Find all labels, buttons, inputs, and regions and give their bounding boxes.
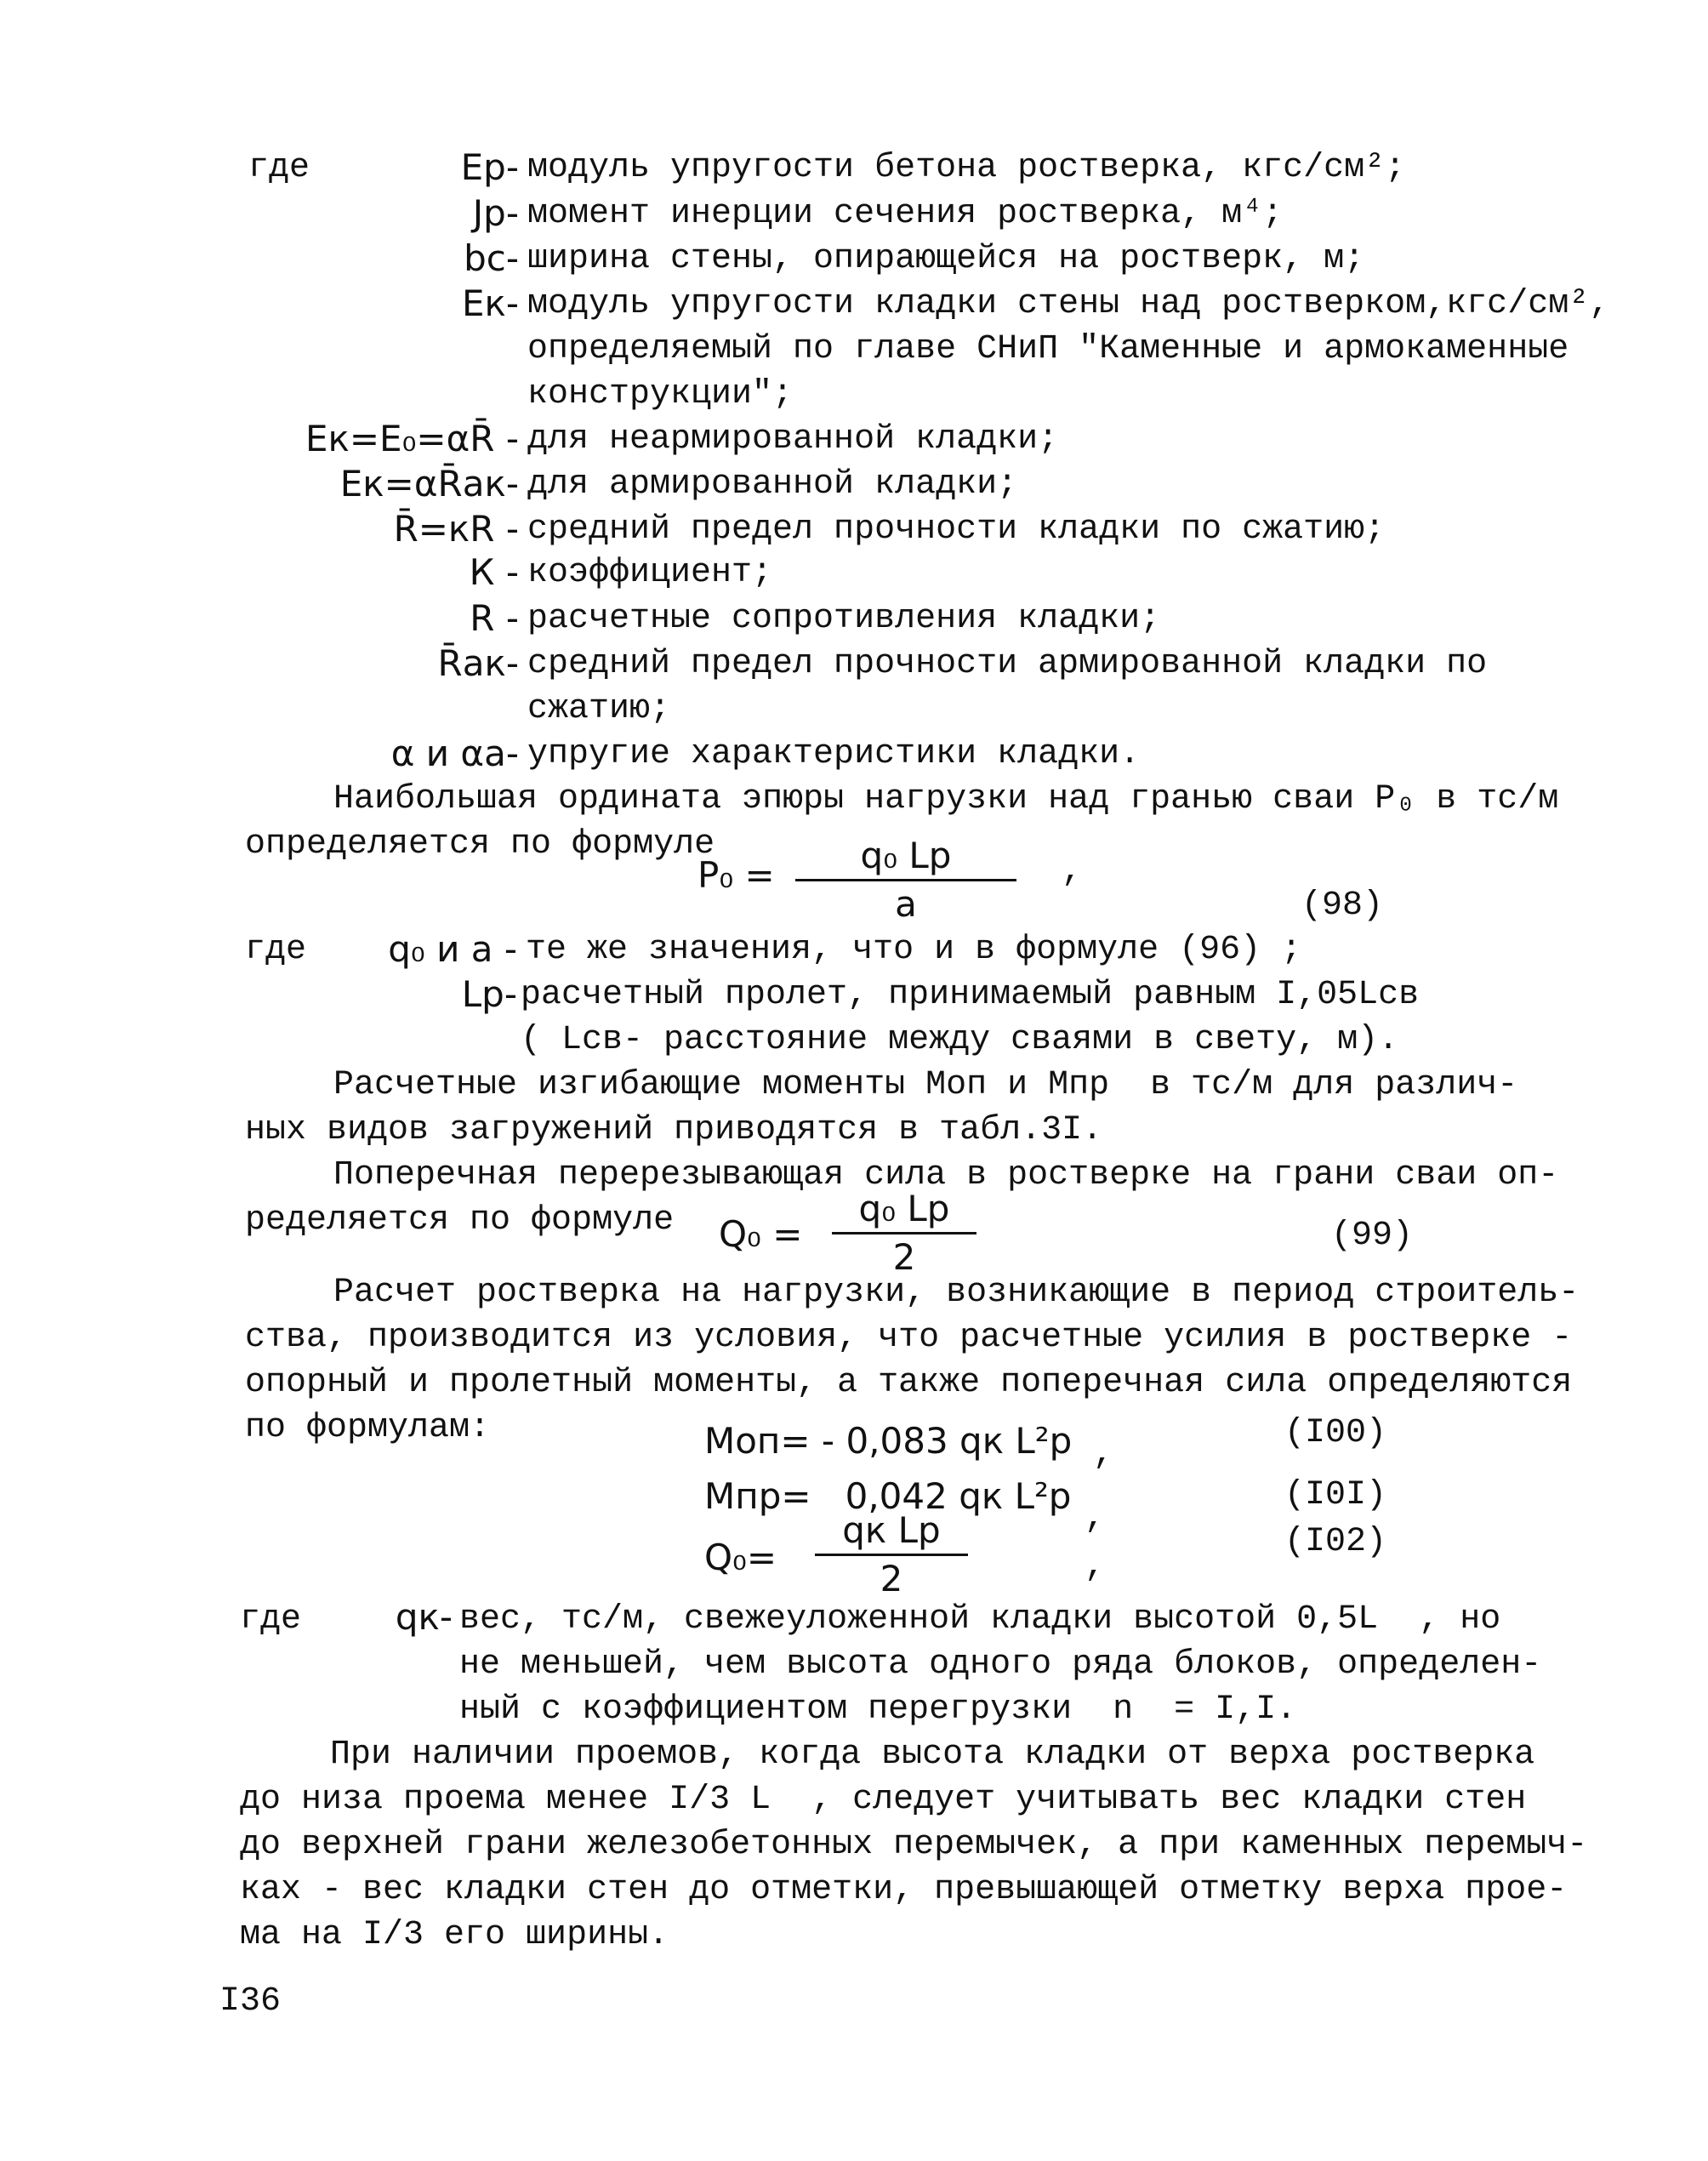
formula-99-denominator: 2 bbox=[892, 1236, 916, 1278]
page-number: I36 bbox=[219, 1982, 282, 2021]
def-symbol: R̄ак- bbox=[437, 642, 519, 684]
formula-98-numerator: q₀ Lр bbox=[795, 838, 1016, 881]
def-text: коэффициент; bbox=[527, 554, 773, 592]
def-symbol: R̄=кR - bbox=[393, 508, 519, 550]
paragraph-line: Поперечная перерезывающая сила в ростверке на грани сваи оп- bbox=[333, 1156, 1559, 1195]
where-label-2: где bbox=[245, 931, 307, 969]
def-symbol: bс- bbox=[464, 237, 519, 279]
formula-98-comma: , bbox=[1062, 852, 1083, 891]
formula-100: Mоп= - 0,083 qк L²р bbox=[704, 1420, 1073, 1462]
formula-102-lhs: Q₀= bbox=[704, 1537, 777, 1578]
paragraph-line: Наибольшая ордината эпюры нагрузки над гранью сваи P₀ в тс/м bbox=[333, 780, 1559, 818]
paragraph-line: определяется по формуле bbox=[245, 825, 715, 864]
formula-101-label: (I0I) bbox=[1284, 1476, 1387, 1514]
def-symbol: Eк=αR̄ак- bbox=[339, 463, 519, 505]
def-text: средний предел прочности армированной кладки по bbox=[527, 645, 1488, 683]
formula-99-fraction bbox=[832, 1188, 976, 1278]
def-text: сжатию; bbox=[527, 690, 671, 728]
formula-98-label: (98) bbox=[1301, 887, 1384, 925]
formula-102-comma: , bbox=[1085, 1548, 1106, 1586]
formula-102-numerator: qк Lр bbox=[815, 1513, 968, 1556]
formula-100-label: (I00) bbox=[1284, 1414, 1387, 1452]
paragraph-line: ма на I/3 его ширины. bbox=[240, 1916, 669, 1954]
def-text: определяемый по главе СНиП "Каменные и армокаменные bbox=[527, 330, 1569, 368]
def-text: для неармированной кладки; bbox=[527, 420, 1059, 459]
def-text: расчетные сопротивления кладки; bbox=[527, 600, 1161, 638]
where-label-3: где bbox=[240, 1600, 302, 1639]
paragraph-line: ках - вес кладки стен до отметки, превышающей отметку верха прое- bbox=[240, 1871, 1568, 1909]
formula-99-label: (99) bbox=[1331, 1217, 1414, 1255]
paragraph-line: Расчетные изгибающие моменты Mоп и Mпр в тс/м для различ- bbox=[333, 1066, 1518, 1104]
def-symbol: Eк- bbox=[461, 282, 519, 324]
def-text: вес, тс/м, свежеуложенной кладки высотой 0,5L , но bbox=[459, 1600, 1501, 1639]
def-symbol: Eр- bbox=[460, 146, 519, 188]
formula-98-fraction bbox=[795, 835, 1016, 925]
paragraph-line: ных видов загружений приводятся в табл.3I. bbox=[245, 1111, 1103, 1149]
paragraph-line: ства, производится из условия, что расчетные усилия в ростверке - bbox=[245, 1319, 1573, 1357]
formula-100-comma: , bbox=[1093, 1435, 1114, 1474]
def-text: конструкции"; bbox=[527, 375, 794, 413]
def-symbol: q₀ и a - bbox=[388, 928, 517, 970]
def-text: средний предел прочности кладки по сжатию; bbox=[527, 510, 1386, 549]
def-text: ный с коэффициентом перегрузки n = I,I. bbox=[459, 1691, 1297, 1729]
def-symbol: Eк=E₀=αR̄ - bbox=[305, 418, 519, 459]
formula-102-fraction bbox=[815, 1509, 968, 1599]
def-text: модуль упругости кладки стены над ростверком,кгс/см², bbox=[527, 285, 1610, 323]
def-text: момент инерции сечения ростверка, м⁴; bbox=[527, 195, 1284, 233]
formula-102-denominator: 2 bbox=[880, 1558, 903, 1599]
paragraph-line: по формулам: bbox=[245, 1409, 491, 1447]
paragraph-line: ределяется по формуле bbox=[245, 1201, 675, 1240]
formula-98-denominator: a bbox=[895, 883, 917, 925]
formula-99-numerator: q₀ Lр bbox=[832, 1191, 976, 1234]
formula-98-lhs: P₀ = bbox=[697, 854, 775, 896]
def-text: для армированной кладки; bbox=[527, 465, 1018, 504]
def-symbol: R - bbox=[470, 597, 519, 639]
def-text: ширина стены, опирающейся на ростверк, м; bbox=[527, 240, 1365, 278]
paragraph-line: до верхней грани железобетонных перемычек, а при каменных перемыч- bbox=[240, 1826, 1588, 1864]
paragraph-line: При наличии проемов, когда высота кладки от верха ростверка bbox=[330, 1736, 1535, 1774]
def-text: расчетный пролет, принимаемый равным I,05Lсв bbox=[521, 976, 1420, 1014]
def-text: не меньшей, чем высота одного ряда блоков, определен- bbox=[459, 1645, 1542, 1684]
def-symbol: qк- bbox=[395, 1596, 453, 1638]
formula-101: Mпр= 0,042 qк L²р bbox=[704, 1475, 1072, 1517]
def-symbol: Lр- bbox=[461, 973, 517, 1015]
paragraph-line: до низа проема менее I/3 L , следует учитывать вес кладки стен bbox=[240, 1781, 1527, 1819]
def-text: упругие характеристики кладки. bbox=[527, 735, 1141, 773]
paragraph-line: опорный и пролетный моменты, а также поперечная сила определяются bbox=[245, 1364, 1573, 1402]
formula-99-lhs: Q₀ = bbox=[719, 1213, 803, 1255]
def-symbol: К - bbox=[469, 551, 519, 593]
def-symbol: Jр- bbox=[472, 192, 519, 234]
paragraph-line: Расчет ростверка на нагрузки, возникающие в период строитель- bbox=[333, 1274, 1580, 1312]
where-label-1: где bbox=[248, 149, 310, 187]
def-symbol: α и αа- bbox=[390, 733, 519, 774]
def-text: ( Lсв- расстояние между сваями в свету, м). bbox=[521, 1021, 1399, 1059]
def-text: модуль упругости бетона ростверка, кгс/см²; bbox=[527, 149, 1406, 187]
def-text: те же значения, что и в формуле (96) ; bbox=[526, 931, 1302, 969]
formula-101-comma: , bbox=[1085, 1499, 1106, 1537]
formula-102-label: (I02) bbox=[1284, 1523, 1387, 1561]
